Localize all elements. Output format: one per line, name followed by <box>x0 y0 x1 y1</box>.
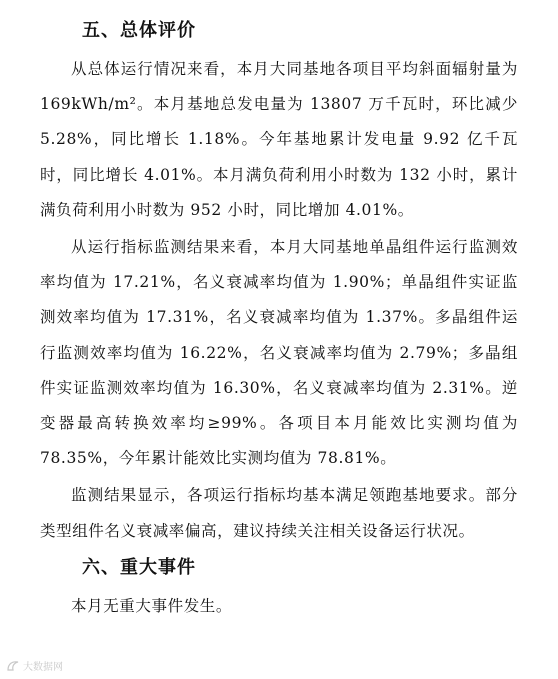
section-heading-overall-evaluation: 五、总体评价 <box>82 20 196 41</box>
paragraph-monitoring-results: 从运行指标监测结果来看，本月大同基地单晶组件运行监测效率均值为 17.21%，名义衰减率均值为 1.90%；单晶组件实证监测效率均值为 17.31%，名义衰减率均值为 1.37%。多晶组件运行监测效率均值为 16.22%，名义衰减率均值为 2.79%；多晶组件实证监测效率均值为 16.30%，名义衰减率均值为 2.31%。逆变器最高转换效率均≥99%。各项目本月能效比实测均值为 78.35%，今年累计能效比实测均值为 78.81%。 <box>40 238 518 468</box>
paragraph-conclusion: 监测结果显示，各项运行指标均基本满足领跑基地要求。部分类型组件名义衰减率偏高，建议持续关注相关设备运行状况。 <box>40 486 518 540</box>
watermark <box>6 658 63 673</box>
watermark-logo-icon <box>6 660 20 672</box>
section-heading-major-events: 六、重大事件 <box>82 556 196 578</box>
paragraph-no-major-events: 本月无重大事件发生。 <box>71 596 233 615</box>
watermark-text: 大数据网 <box>23 662 63 673</box>
paragraph-overall-operation: 从总体运行情况来看，本月大同基地各项目平均斜面辐射量为 169kWh/m²。本月基地总发电量为 13807 万千瓦时，环比减少 5.28%，同比增长 1.18%。今年基地累计发电量 9.92 亿千瓦时，同比增长 4.01%。本月满负荷利用小时数为 132 小时，累计满负荷利用小时数为 952 小时，同比增加 4.01%。 <box>40 60 518 219</box>
